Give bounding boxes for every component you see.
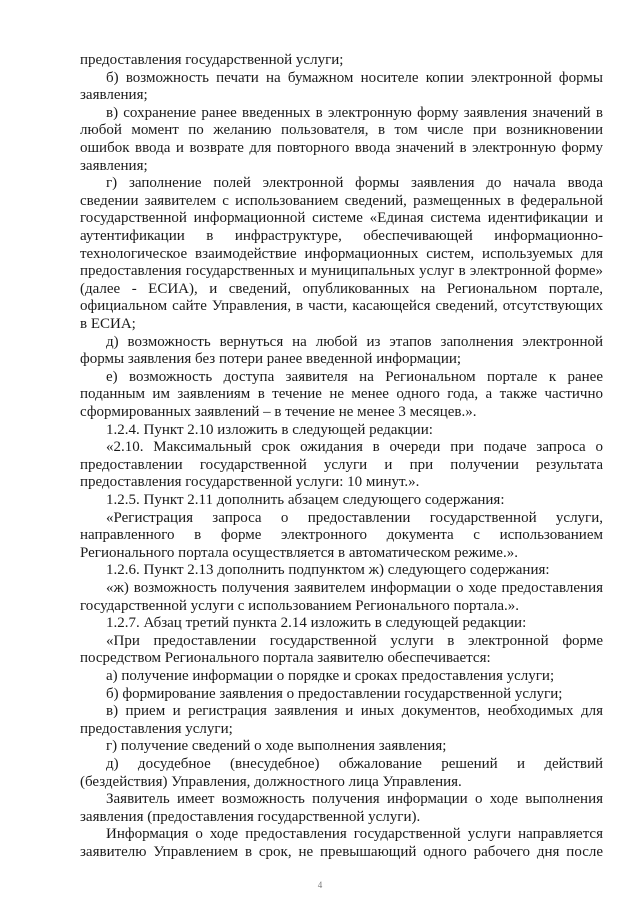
text-line: е) возможность доступа заявителя на Региональном портале к ранее [106,368,603,385]
text-line: ошибок ввода и возврате для повторного ввода значений в электронную форму [80,140,603,156]
text-line: г) заполнение полей электронной формы заявления до начала ввода [106,175,603,192]
text-line: сформированных заявлений – в течение не менее 3 месяцев.». [80,404,477,420]
text-line: предоставления государственных и муниципальных услуг в электронной форме» [80,263,603,280]
text-line: поданным им заявлениям в течение не менее одного года, а также частично [80,386,603,403]
text-line: любой момент по желанию пользователя, в том числе при возникновении [80,122,603,139]
text-line: посредством Регионального портала заявителю обеспечивается: [80,650,491,667]
text-line: 1.2.6. Пункт 2.13 дополнить подпунктом ж) следующего содержания: [106,562,550,579]
text-line: направленного в форме электронного документа с использованием [80,527,603,544]
text-line: в) прием и регистрация заявления и иных документов, необходимых для [106,703,603,720]
text-line: предоставлении государственной услуги и при получении результата [80,456,603,473]
text-line: «ж) возможность получения заявителем информации о ходе предоставления [106,580,603,596]
text-line: государственной информационной системе «Единая система идентификации и [80,210,603,227]
text-line: государственной услуги с использованием Регионального портала.». [80,597,519,614]
text-line: д) досудебное (внесудебное) обжалование решений и действий [106,756,603,772]
text-line: формы заявления без потери ранее введенной информации; [80,351,462,368]
text-line: а) получение информации о порядке и сроках предоставления услуги; [106,668,555,684]
text-line: Заявитель имеет возможность получения информации о ходе выполнения [106,791,603,808]
text-line: (бездействия) Управления, должностного лица Управления. [80,773,462,790]
text-line: предоставления услуги; [80,720,233,737]
text-line: предоставления государственной услуги; [80,52,344,68]
text-line: официальном сайте Управления, в части, касающейся сведений, отсутствующих [80,298,603,315]
text-line: б) формирование заявления о предоставлении государственной услуги; [106,685,563,702]
text-line: «Регистрация запроса о предоставлении государственной услуги, [106,509,603,526]
text-line: 1.2.4. Пункт 2.10 изложить в следующей редакции: [106,421,433,438]
text-line: б) возможность печати на бумажном носителе копии электронной формы [106,69,603,86]
text-line: заявителю Управлением в срок, не превышающий одного рабочего дня после [80,844,603,860]
text-line: «2.10. Максимальный срок ожидания в очереди при подаче запроса о [106,439,603,456]
text-line: г) получение сведений о ходе выполнения заявления; [106,738,447,755]
text-line: 1.2.7. Абзац третий пункта 2.14 изложить в следующей редакции: [106,615,527,632]
text-line: сведении заявителем с использованием сведений, размещенных в федеральной [80,192,603,209]
text-line: д) возможность вернуться на любой из этапов заполнения электронной [106,333,603,350]
text-line: «При предоставлении государственной услуги в электронной форме [106,632,603,649]
text-line: технологическое взаимодействие информационных систем, используемых для [80,245,603,262]
text-line: предоставления государственной услуги: 10 минут.». [80,474,420,491]
text-line: заявления; [80,87,148,104]
text-line: 1.2.5. Пункт 2.11 дополнить абзацем следующего содержания: [106,492,505,508]
text-line: в ЕСИА; [80,316,136,332]
text-line: (далее - ЕСИА), и сведений, опубликованных на Региональном портале, [80,280,603,297]
text-line: Регионального портала осуществляется в автоматическом режиме.». [80,544,518,561]
text-line: в) сохранение ранее введенных в электронную форму заявления значений в [106,104,603,121]
text-line: аутентификации в инфраструктуре, обеспечивающей информационно- [80,228,603,244]
text-line: заявления; [80,157,148,174]
page-number: 4 [317,880,323,890]
text-line: Информация о ходе предоставления государственной услуги направляется [106,826,603,843]
text-line: заявления (предоставления государственной услуги). [80,808,421,825]
